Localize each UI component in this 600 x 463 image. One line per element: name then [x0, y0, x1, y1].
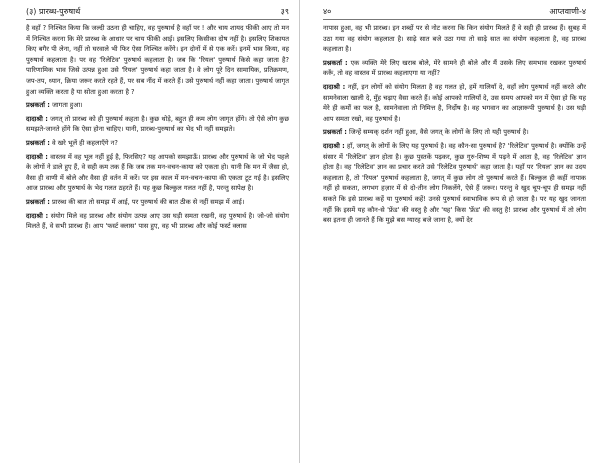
speaker-label: दादाश्री : — [323, 82, 346, 91]
right-page-number: ४० — [323, 7, 332, 16]
speaker-label: दादाश्री : — [26, 211, 49, 220]
speaker-label: प्रश्नकर्ता : — [26, 138, 50, 147]
paragraph: प्रश्नकर्ता : जिन्हें सम्यक् दर्शन नहीं हुआ, वैसे जगत् के लोगों के लिए तो यही पुरुषार्थ है। — [323, 128, 529, 137]
speaker-label: प्रश्नकर्ता : — [26, 197, 50, 206]
left-page-number: ३९ — [280, 7, 289, 16]
paragraph: प्रश्नकर्ता : जागता हुआ। — [26, 101, 83, 110]
paragraph: प्रश्नकर्ता : प्रारब्ध की बात तो समझ में आई, पर पुरुषार्थ की बात ठीक से नहीं समझ में आई। — [26, 197, 245, 206]
left-page-header — [26, 6, 289, 20]
right-page-header — [323, 6, 586, 20]
paragraph: नापास हुआ, वह भी प्रारब्ध। इन शब्दों पर से नोट करना कि किन संयोग मिलते हैं वे सही ही प्रारब्ध हैं। सुबह में उठा गया वह संयोग कहलाता है। साढ़े सात बजे उठा गया तो साढ़े सात का संयोग कहलाता है, वह प्रारब्ध कहलाता है। — [323, 24, 586, 54]
paragraph: प्रश्नकर्ता : एक व्यक्ति मेरे लिए खराब बोले, मेरे सामने ही बोले और मैं उसके लिए समभाव रखकर पुरुषार्थ करूँ, तो वह वास्तव में प्रारब्ध कहलाएगा या नहीं? — [323, 58, 586, 78]
speaker-label: प्रश्नकर्ता : — [26, 101, 50, 110]
speaker-label: प्रश्नकर्ता : — [323, 58, 348, 67]
speaker-label: दादाश्री : — [26, 152, 48, 161]
right-page — [301, 0, 600, 463]
paragraph: दादाश्री : संयोग मिले वह प्रारब्ध और संयोग उत्पन्न आए उस घड़ी समता रखनी, वह पुरुषार्थ है। जो-जो संयोग मिलते हैं, वे सभी प्रारब्ध हैं। आप 'फर्स्ट क्लास' पास हुए, वह भी प्रारब्ध और कोई फर्स्ट क्लास — [26, 211, 289, 231]
speaker-label: दादाश्री : — [323, 141, 345, 150]
left-header-title: (३) प्रारब्ध-पुरुषार्थ — [26, 7, 81, 16]
paragraph: है वहाँ ? निश्चित किया कि जल्दी उठना ही चाहिए, वह पुरुषार्थ है वहाँ पर ! और चाय शायद फीकी आए तो मन में निश्चित करना कि मेरे प्रारब्ध के आधार पर चाय फीकी आई। इसलिए किसीका दोष नहीं है। इसलिए शिकायत किए बगैर पी लेना, नहीं तो घरवाले भी फिर ऐसा निश्चित करेंगे। इन दोनों में से एक करें। इनमें भाव किया, वह पुरुषार्थ कहलाता है। पर वह 'रिलेटिव' पुरुषार्थ कहलाता है। जब कि 'रियल' पुरुषार्थ किसे कहा जाता है? पारिणामिक भाव जिसे उत्पन्न हुआ उसे 'रियल' पुरुषार्थ कहा जाता है। वे लोग पूरे दिन सामायिक, प्रतिक्रमण, जप-तप, ध्यान, क्रिया जरूर करते रहते हैं, पर सब नींद में करते हैं। उसे पुरुषार्थ नहीं कहा जाता। पुरुषार्थ जागृत हुआ व्यक्ति करता है या सोता हुआ करता है ? — [26, 24, 289, 96]
paragraph: प्रश्नकर्ता : वे खरे भूलें ही कहलाएँगे न? — [26, 138, 118, 147]
left-page-body — [26, 23, 289, 232]
paragraph: दादाश्री : नहीं, इन लोगों को संयोग मिलता है वह गलत हो, हमें गालियाँ दे, वहाँ लोग पुरुषार्थ नहीं करते और सामनेवाला खाली दे, मुँह चढ़ाए वैसा करते हैं। कोई आपको गालियाँ दे, उस समय आपको मन में ऐसा हो कि यह मेरे ही कर्मों का फल है, सामनेवाला तो निमित्त है, निर्दोष है। वह भगवान का आज्ञारूपी पुरुषार्थ है। उस घड़ी आप समता रखो, वह पुरुषार्थ है। — [323, 82, 586, 123]
speaker-label: प्रश्नकर्ता : — [323, 128, 347, 137]
paragraph: दादाश्री : वास्तव में वह भूल नहीं हुई है, फिरसिए? यह आपको समझाऊँ। प्रारब्ध और पुरुषार्थ के जो भेद पहले के लोगों ने डाले हुए हैं, वे सही कम तक हैं कि जब तक मन-वचन-काया को एकता हो। यानी कि मन में जैसा हो, वैसा ही वाणी में बोले और वैसा ही वर्तन में करें। पर इस काल में मन-वचन-काया की एकता टूट गई है। इसलिए आज प्रारब्ध और पुरुषार्थ के भेद गलत ठहरते हैं। यह कुछ बिल्कुल गलत नहीं है, परन्तु सापेक्ष है। — [26, 152, 289, 193]
paragraph: दादाश्री : हाँ, जगत् के लोगों के लिए यह पुरुषार्थ है। वह कौन-सा पुरुषार्थ है? 'रिलेटिव' पुरुषार्थ है। क्योंकि उन्हें संसार में 'रिलेटिव' ज्ञान होता है। कुछ पुस्तकें पढ़कर, कुछ गुरु-शिष्य में पढ़ने में आता है, वह 'रिलेटिव' ज्ञान होता है। वह 'रिलेटिव' ज्ञान का प्रचार करते उसे 'रिलेटिव पुरुषार्थ' कहा जाता है। यहाँ पर 'रियल' ज्ञान का उदय कहलाता है, तो 'रियल' पुरुषार्थ कहलाता है, जगत् में कुछ लोग तो पुरुषार्थ करते हैं। बिल्कुल ही कहीं नापाक नहीं हो सकता, लगभग हज़ार में से दो-तीन लोग निकलेंगे, ऐसे हैं जरूर। परन्तु वे खुद चूप-चूप ही समझ नहीं सकते कि इसे प्रारब्ध कहें या पुरुषार्थ कहें! उनसे पुरुषार्थ स्वाभाविक रूप से हो जाता है। पर यह खुद जानता नहीं कि इसमें यह कौन-से 'फ्रेंड' की वस्तु है और 'यह' किस 'फ्रेंड' की वस्तु है! प्रारब्ध और पुरुषार्थ में तो लोग बस इतना ही जानते हैं कि मुझे बस ग्यारह बजे जाना है, क्यों देर — [323, 141, 586, 225]
right-header-title: आप्तवाणी-४ — [549, 7, 586, 16]
right-page-body — [323, 23, 586, 226]
paragraph: दादाश्री : जगत् तो प्रारब्ध को ही पुरुषार्थ कहता है। कुछ थोड़े, बहुत ही कम लोग जागृत होंगे। तो ऐसे लोग कुछ समझते-जानते होंगे कि ऐसा होना चाहिए। यानी, प्रारब्ध-पुरुषार्थ का भेद भी नहीं समझते। — [26, 114, 289, 134]
speaker-label: दादाश्री : — [26, 114, 48, 123]
